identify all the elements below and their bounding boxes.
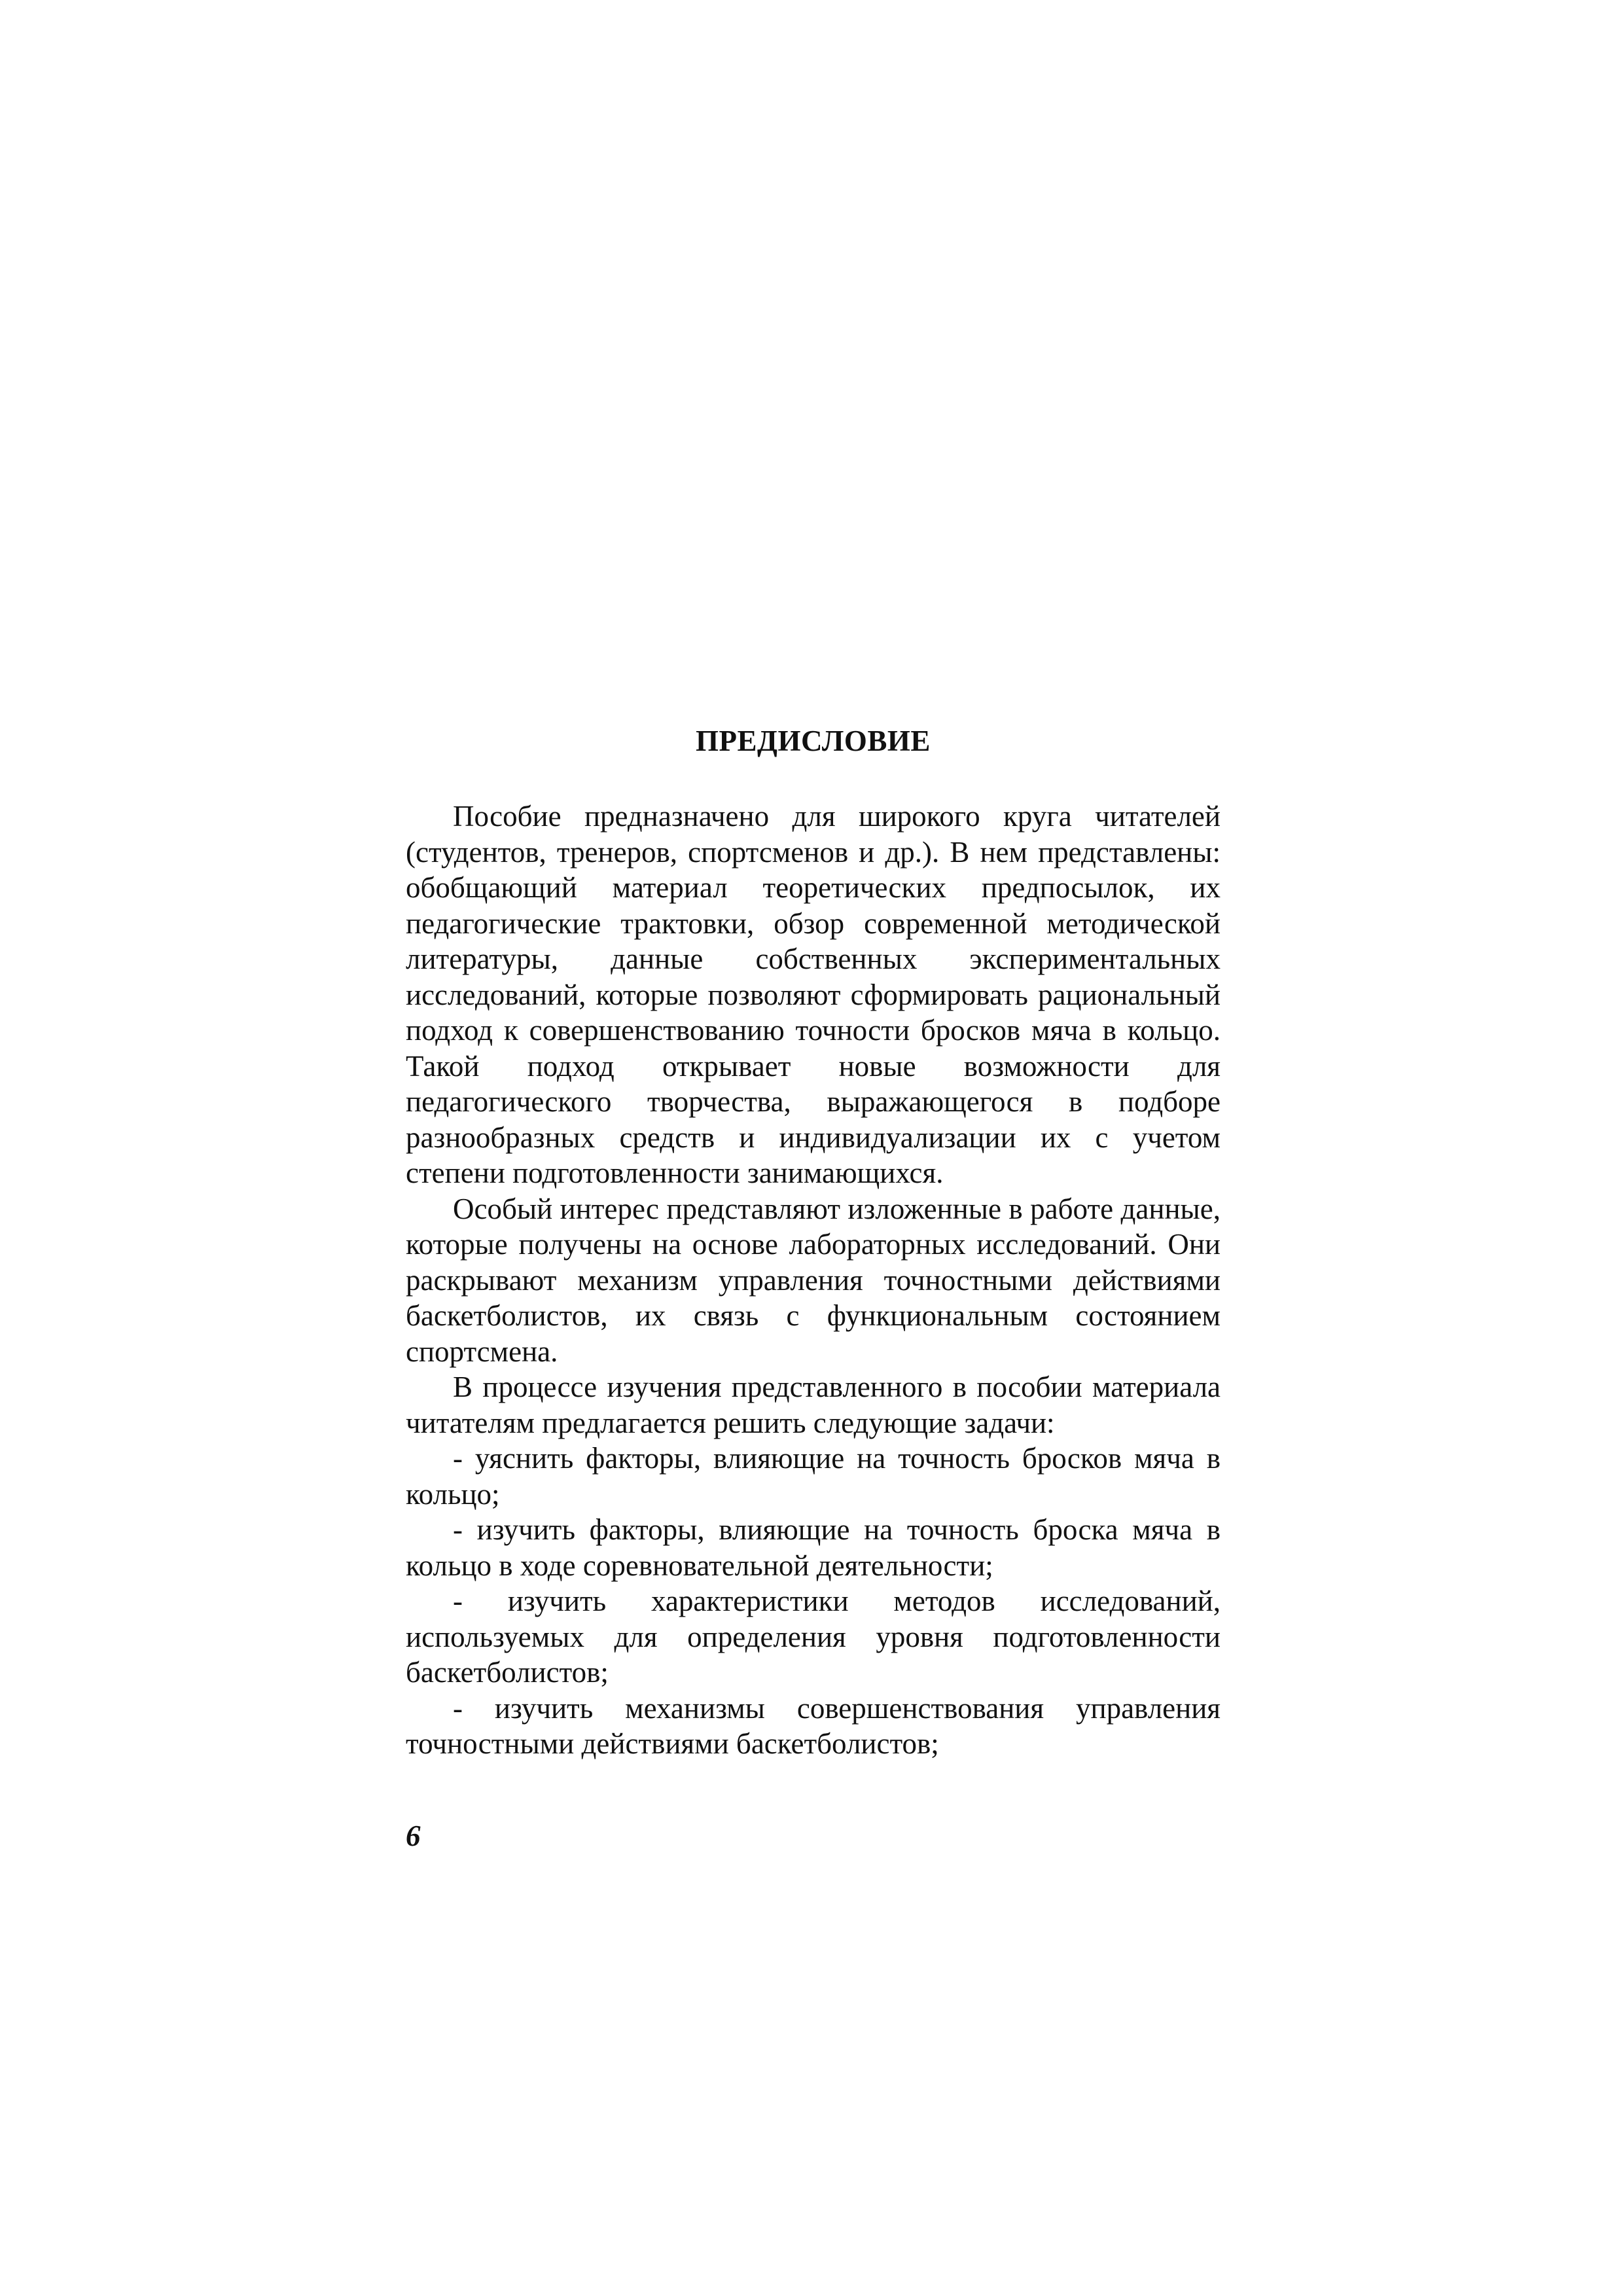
page-number: 6	[406, 1820, 421, 1852]
task-item: - изучить факторы, влияющие на точность броска мяча в кольцо в ходе соревновательной деятельности;	[406, 1513, 1221, 1582]
task-item: - изучить механизмы совершенствования управления точностными действиями баскетболистов;	[406, 1691, 1221, 1760]
paragraph-lab-research: Особый интерес представляют изложенные в работе данные, которые получены на основе лабораторных исследований. Они раскрывают механизм управления точностными действиями баскетболистов, их связь с функциональным состоянием спортсмена.	[406, 1192, 1221, 1368]
task-item: - изучить характеристики методов исследований, используемых для определения уровня подготовленности баскетболистов;	[406, 1585, 1221, 1689]
preface-text-block	[406, 723, 1221, 1762]
paragraph-tasks-intro: В процессе изучения представленного в пособии материала читателям предлагается решить следующие задачи:	[406, 1371, 1221, 1439]
paragraph-intro: Пособие предназначено для широкого круга читателей (студентов, тренеров, спортсменов и др.). В нем представлены: обобщающий материал теоретических предпосылок, их педагогические трактовки, обзор современной методической литературы, данные собственных экспериментальных исследований, которые позволяют сформировать рациональный подход к совершенствованию точности бросков мяча в кольцо. Такой подход открывает новые возможности для педагогического творчества, выражающегося в подборе разнообразных средств и индивидуализации их с учетом степени подготовленности занимающихся.	[406, 800, 1221, 1189]
task-item: - уяснить факторы, влияющие на точность бросков мяча в кольцо;	[406, 1442, 1221, 1511]
page-title: ПРЕДИСЛОВИЕ	[696, 725, 931, 757]
